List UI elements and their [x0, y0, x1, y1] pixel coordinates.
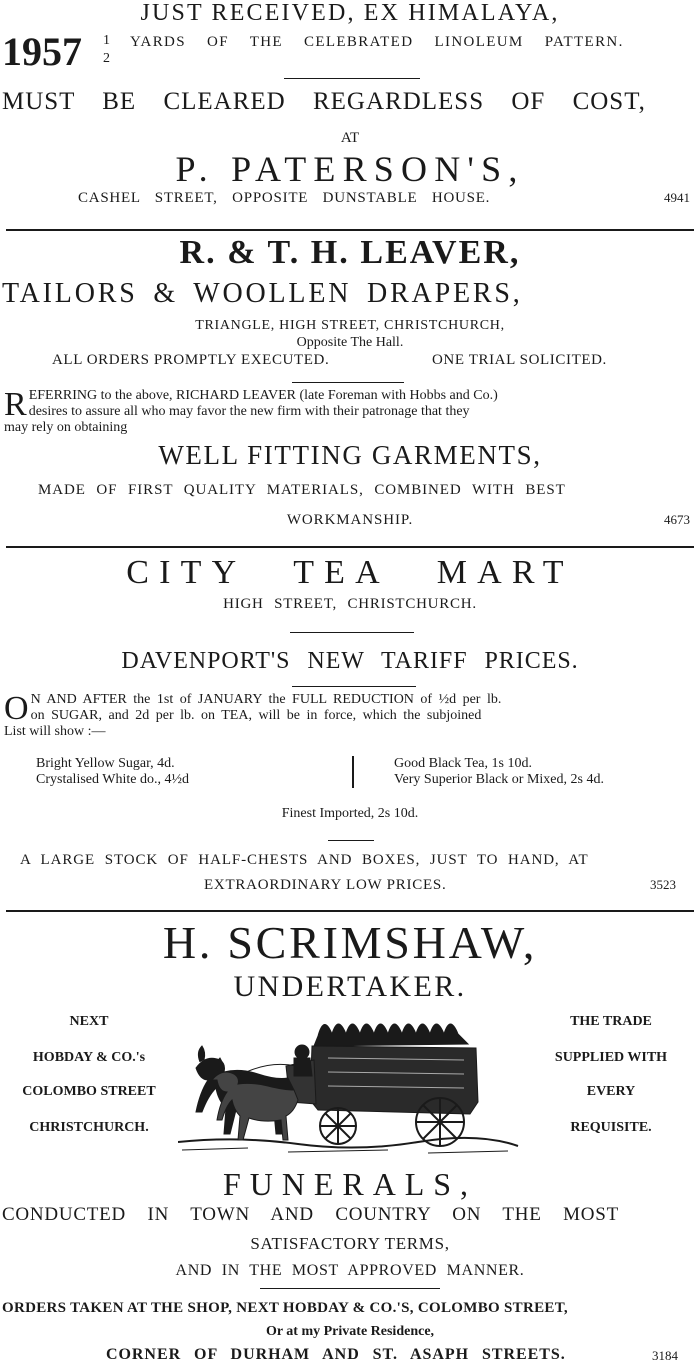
ad2-orders: ALL ORDERS PROMPTLY EXECUTED. — [52, 352, 330, 368]
ad1-short-rule — [284, 78, 420, 79]
ad4-name: H. SCRIMSHAW, — [162, 917, 538, 968]
ad4-left-line-2: HOBDAY & CO.'s — [32, 1050, 146, 1065]
ad3-price-superior-tea: Very Superior Black or Mixed, 2s 4d. — [394, 772, 604, 787]
ad3-prices-left — [36, 756, 189, 788]
ad3-para-line-1: N AND AFTER the 1st of JANUARY the FULL REDUCTION of ½d per lb. — [30, 692, 502, 707]
ad4-short-rule — [260, 1288, 440, 1289]
ad3-address: HIGH STREET, CHRISTCHURCH. — [223, 596, 477, 612]
ad4-right-line-1: THE TRADE — [570, 1014, 652, 1029]
ad3-paragraph — [4, 692, 698, 740]
ad2-trial: ONE TRIAL SOLICITED. — [432, 352, 607, 368]
ad2-para-line-2: desires to assure all who may favor the new firm with their patronage that they — [28, 404, 470, 419]
ad2-firm-name: R. & T. H. LEAVER, — [179, 234, 521, 271]
ad3-ref-number: 3523 — [650, 877, 676, 892]
ad1-at: AT — [340, 130, 360, 146]
ad4-manner: AND IN THE MOST APPROVED MANNER. — [175, 1262, 525, 1279]
hearse-illustration — [178, 1010, 522, 1160]
ad1-linoleum-line: YARDS OF THE CELEBRATED LINOLEUM PATTERN. — [130, 34, 624, 50]
ad2-para-line-1: EFERRING to the above, RICHARD LEAVER (late Foreman with Hobbs and Co.) — [28, 388, 498, 403]
ad1-fraction-num: 1 — [103, 33, 110, 48]
ad4-terms: SATISFACTORY TERMS, — [250, 1234, 450, 1253]
ad-scrimshaw — [0, 914, 700, 1368]
ad-city-tea-mart — [0, 550, 700, 890]
ad4-residence: Or at my Private Residence, — [265, 1324, 435, 1339]
ad4-funerals: FUNERALS, — [223, 1166, 477, 1202]
ad3-drop-cap: O — [4, 690, 29, 727]
ad2-short-rule — [292, 382, 404, 383]
ad4-right-line-4: REQUISITE. — [570, 1120, 652, 1135]
ad4-orders: ORDERS TAKEN AT THE SHOP, NEXT HOBDAY & CO.'S, COLOMBO STREET, — [2, 1300, 568, 1316]
ad3-price-black-tea: Good Black Tea, 1s 10d. — [394, 756, 532, 771]
ad1-quantity: 1957 — [2, 29, 82, 74]
ad3-para-line-3: List will show :— — [4, 724, 106, 739]
ad3-short-rule-2 — [292, 686, 416, 687]
ad4-left-line-1: NEXT — [69, 1014, 109, 1029]
ad3-para-line-2: on SUGAR, and 2d per lb. on TEA, will be in force, which the subjoined — [30, 708, 482, 723]
ad1-fraction-den: 2 — [103, 51, 110, 66]
ad4-left-line-3: COLOMBO STREET — [22, 1084, 156, 1099]
ad4-corner: CORNER OF DURHAM AND ST. ASAPH STREETS. — [106, 1346, 566, 1363]
ad3-prices-divider — [352, 756, 354, 788]
divider-1 — [6, 229, 694, 231]
ad2-drop-cap: R — [4, 386, 27, 423]
ad1-address: CASHEL STREET, OPPOSITE DUNSTABLE HOUSE. — [78, 190, 491, 206]
divider-3 — [6, 910, 694, 912]
ad2-opposite: Opposite The Hall. — [296, 335, 404, 350]
ad2-materials: MADE OF FIRST QUALITY MATERIALS, COMBINED WITH BEST — [38, 482, 566, 498]
ad1-cleared-line: MUST BE CLEARED REGARDLESS OF COST, — [2, 88, 646, 115]
ad-leaver — [0, 232, 700, 546]
ad3-stock-line-1: A LARGE STOCK OF HALF-CHESTS AND BOXES, JUST TO HAND, AT — [20, 852, 589, 868]
ad2-trade: TAILORS & WOOLLEN DRAPERS, — [2, 278, 523, 309]
ad3-price-white-sugar: Crystalised White do., 4½d — [36, 772, 189, 787]
ad3-price-yellow-sugar: Bright Yellow Sugar, 4d. — [36, 756, 175, 771]
ad4-conducted: CONDUCTED IN TOWN AND COUNTRY ON THE MOST — [2, 1204, 619, 1225]
ad4-ref-number: 3184 — [652, 1348, 678, 1363]
ad2-paragraph — [4, 388, 698, 436]
ad1-quantity-line — [2, 29, 698, 76]
ad3-prices-right — [394, 756, 604, 788]
ad2-workmanship: WORKMANSHIP. — [286, 512, 414, 528]
divider-2 — [6, 546, 694, 548]
ad3-name: CITY TEA MART — [126, 554, 574, 591]
ad3-short-rule-1 — [290, 632, 414, 633]
ad1-received-line: JUST RECEIVED, EX HIMALAYA, — [140, 0, 560, 26]
ad4-right-line-3: EVERY — [586, 1084, 636, 1099]
ad2-headline: WELL FITTING GARMENTS, — [158, 440, 542, 470]
ad2-para-line-3: may rely on obtaining — [4, 420, 128, 435]
ad4-left-line-4: CHRISTCHURCH. — [29, 1120, 149, 1135]
ad-paterson — [0, 0, 700, 228]
ad3-short-rule-3 — [328, 840, 374, 841]
ad2-address: TRIANGLE, HIGH STREET, CHRISTCHURCH, — [195, 318, 505, 333]
ad4-right-line-2: SUPPLIED WITH — [554, 1050, 668, 1065]
ad2-ref-number: 4673 — [664, 512, 690, 527]
ad3-stock-line-2: EXTRAORDINARY LOW PRICES. — [204, 877, 447, 893]
ad1-merchant-name: P. PATERSON'S, — [175, 149, 525, 189]
ad3-headline: DAVENPORT'S NEW TARIFF PRICES. — [121, 648, 579, 674]
ad4-trade: UNDERTAKER. — [233, 970, 467, 1003]
ad1-ref-number: 4941 — [664, 190, 690, 205]
ad3-finest: Finest Imported, 2s 10d. — [281, 806, 419, 821]
